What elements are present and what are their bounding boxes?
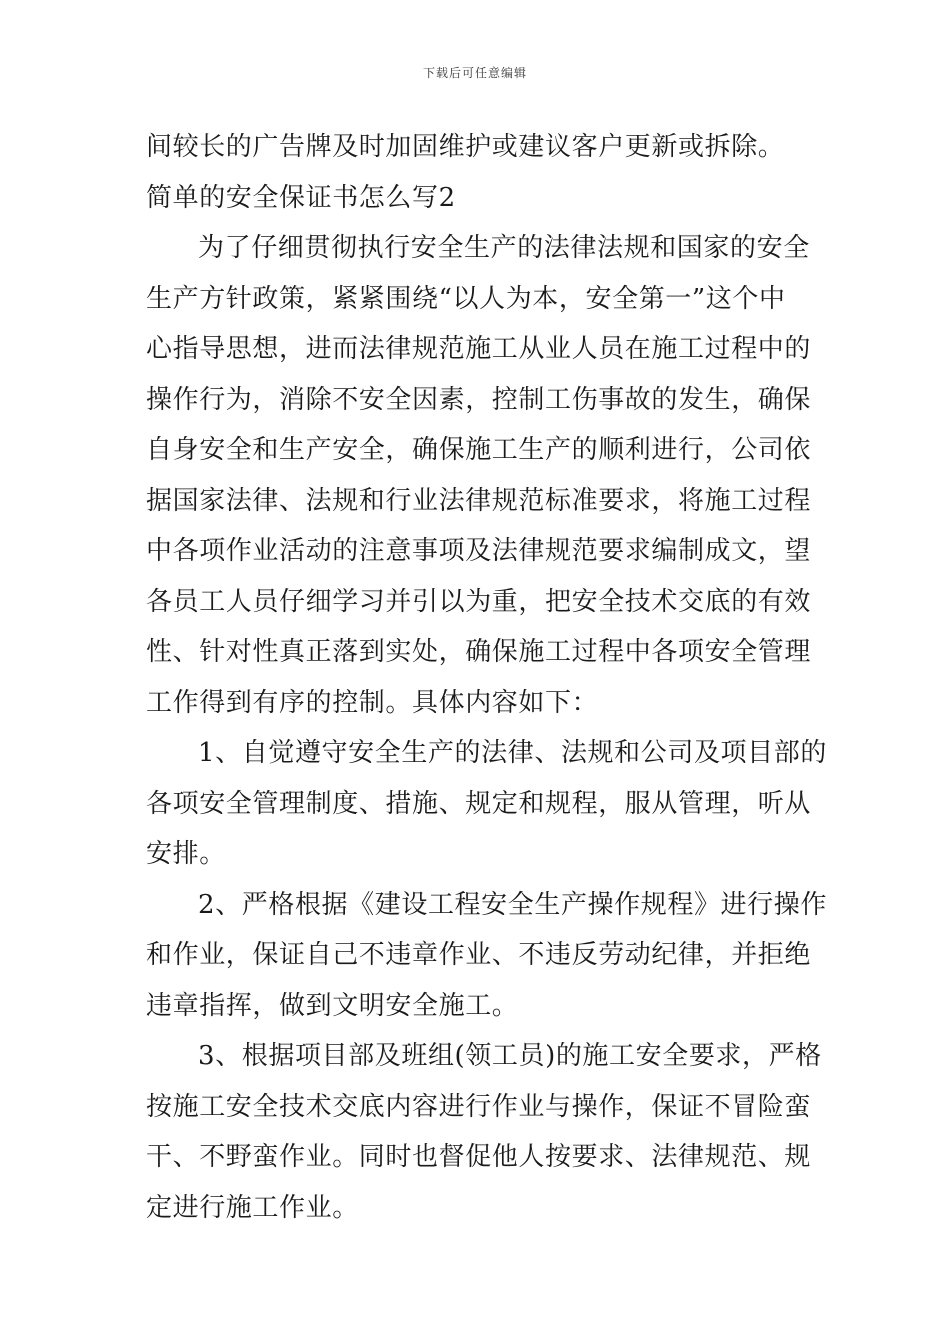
text-line: 操作行为，消除不安全因素，控制工伤事故的发生，确保 <box>146 384 812 415</box>
text-line: 自身安全和生产安全，确保施工生产的顺利进行，公司依 <box>146 435 812 465</box>
text-line: 工作得到有序的控制。具体内容如下： <box>146 687 599 718</box>
text-line: 违章指挥，做到文明安全施工。 <box>146 990 519 1021</box>
document-body <box>146 122 827 1233</box>
text-line: 为了仔细贯彻执行安全生产的法律法规和国家的安全 <box>198 233 810 263</box>
list-item-2: 2、严格根据《建设工程安全生产操作规程》进行操作 <box>198 889 827 920</box>
text-line: 各项安全管理制度、措施、规定和规程，服从管理，听从 <box>146 788 812 819</box>
text-line: 按施工安全技术交底内容进行作业与操作，保证不冒险蛮 <box>146 1091 812 1122</box>
text-line: 安排。 <box>146 839 226 869</box>
text-line: 心指导思想，进而法律规范施工从业人员在施工过程中的 <box>146 334 812 364</box>
text-line: 生产方针政策，紧紧围绕“以人为本，安全第一”这个中 <box>146 283 786 314</box>
text-line: 间较长的广告牌及时加固维护或建议客户更新或拆除。 <box>146 132 785 162</box>
section-title: 简单的安全保证书怎么写2 <box>146 182 456 213</box>
text-line: 中各项作业活动的注意事项及法律规范要求编制成文，望 <box>146 536 812 566</box>
page-header-note: 下载后可任意编辑 <box>422 66 527 80</box>
text-line: 干、不野蛮作业。同时也督促他人按要求、法律规范、规 <box>146 1142 812 1172</box>
text-line: 和作业，保证自己不违章作业、不违反劳动纪律，并拒绝 <box>146 940 812 970</box>
list-item-3: 3、根据项目部及班组(领工员)的施工安全要求，严格 <box>198 1041 822 1071</box>
text-line: 据国家法律、法规和行业法律规范标准要求，将施工过程 <box>146 485 812 516</box>
text-line: 性、针对性真正落到实处，确保施工过程中各项安全管理 <box>146 637 812 667</box>
list-item-1: 1、自觉遵守安全生产的法律、法规和公司及项目部的 <box>198 738 827 768</box>
text-line: 定进行施工作业。 <box>146 1192 359 1223</box>
text-line: 各员工人员仔细学习并引以为重，把安全技术交底的有效 <box>146 586 812 617</box>
